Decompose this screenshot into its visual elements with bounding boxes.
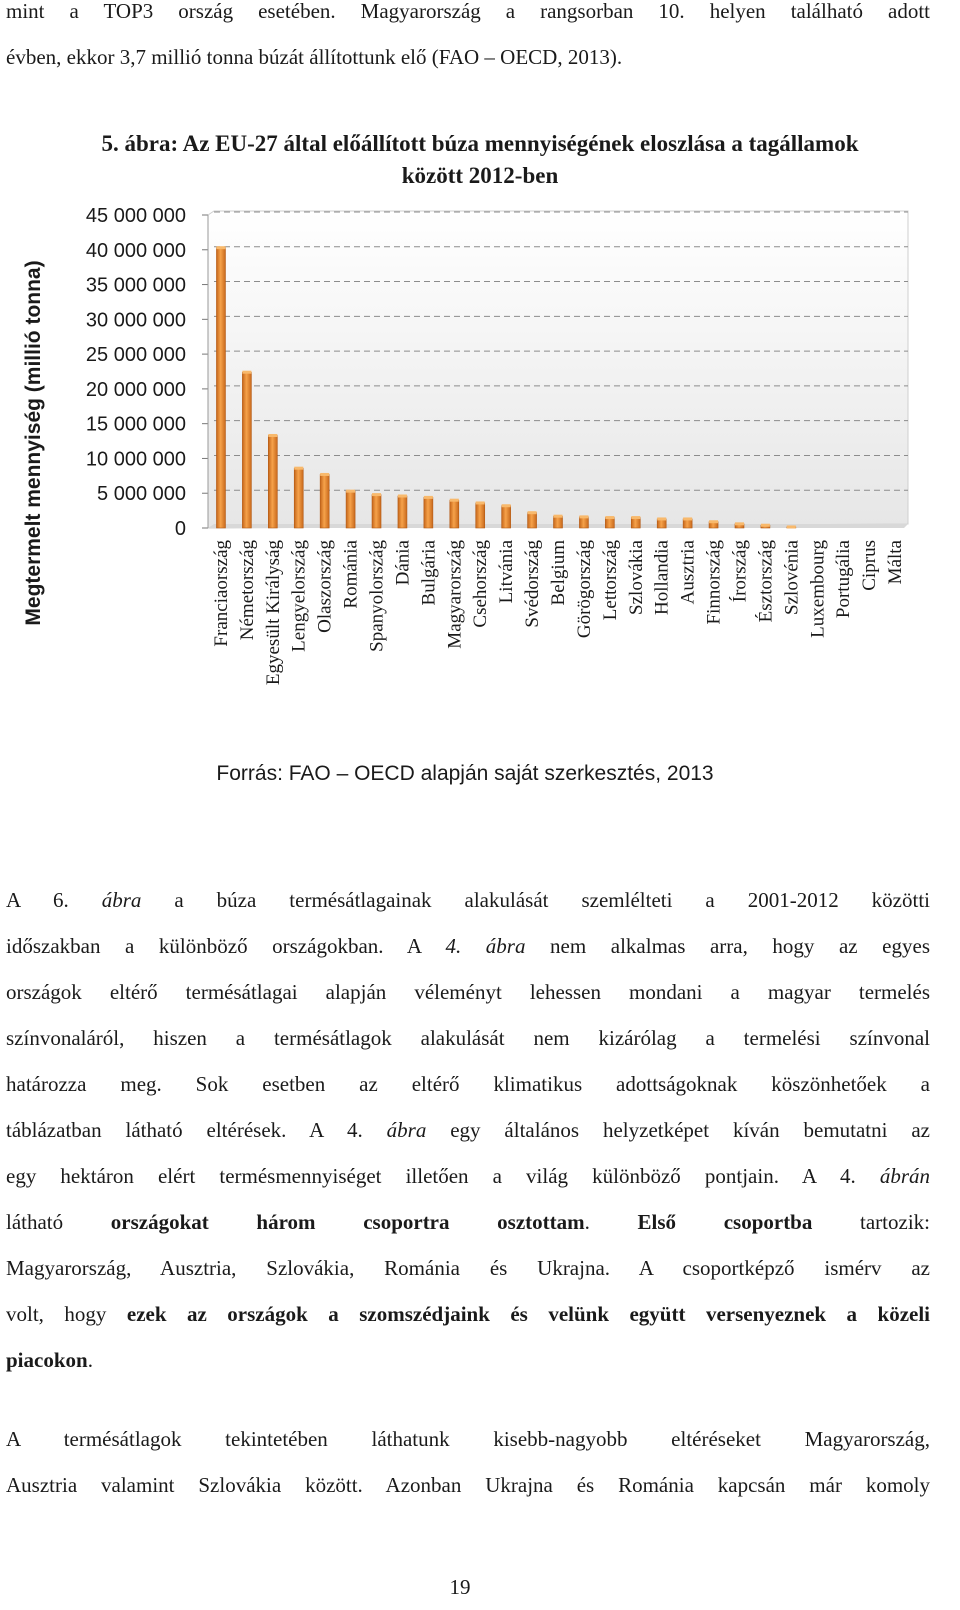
paragraph2-text-run: táblázatban látható eltérések. A 4. xyxy=(6,1118,387,1142)
bar xyxy=(242,372,251,528)
paragraph2-line xyxy=(6,1291,930,1337)
x-tick-label: Szlovákia xyxy=(625,540,647,615)
chart-plot-layer xyxy=(86,205,908,685)
x-tick-label: Spanyolország xyxy=(366,540,388,652)
x-tick-label: Finnország xyxy=(703,540,725,625)
x-tick-label: Belgium xyxy=(548,540,569,606)
bar xyxy=(631,518,640,528)
x-tick-label: Litvánia xyxy=(496,540,518,604)
bar xyxy=(450,500,459,528)
x-tick-label: Portugália xyxy=(833,540,855,619)
page-number: 19 xyxy=(449,1575,471,1599)
intro-line-2: évben, ekkor 3,7 millió tonna búzát állítottunk elő (FAO – OECD, 2013). xyxy=(6,45,623,69)
paragraph2-text-run: . xyxy=(584,1210,638,1234)
y-tick-label: 0 xyxy=(174,518,186,540)
bar xyxy=(294,468,303,528)
paragraph2-text-run: Első csoportba xyxy=(637,1210,813,1234)
bar xyxy=(528,513,537,528)
paragraph3-line-1: A termésátlagok tekintetében láthatunk kisebb-nagyobb eltéréseket Magyarország, xyxy=(6,1427,930,1451)
bar-cap xyxy=(579,515,588,518)
x-tick-label: Németország xyxy=(236,540,258,641)
bar xyxy=(398,496,407,528)
paragraph2-text-run: . xyxy=(87,1348,93,1372)
paragraph2-line xyxy=(6,1107,930,1153)
paragraph2-text-run: A 6. xyxy=(6,888,102,912)
figure-caption-line-2: között 2012-ben xyxy=(401,163,559,188)
body-paragraph-2 xyxy=(6,877,930,1383)
bar-cap xyxy=(268,434,277,437)
bar xyxy=(476,503,485,528)
bar-cap xyxy=(346,490,355,493)
plot-area-background xyxy=(208,211,908,528)
paragraph2-text-run: 4. ábra xyxy=(445,934,526,958)
paragraph2-text-run: ábra xyxy=(101,888,142,912)
intro-line-1: mint a TOP3 ország esetében. Magyarország a rangsorban 10. helyen található adott xyxy=(6,0,930,23)
bar xyxy=(216,248,225,528)
y-tick-label: 25 000 000 xyxy=(85,344,186,367)
paragraph2-text-run: országokat három csoportra osztottam xyxy=(110,1210,585,1234)
paragraph2-text-run: a búza termésátlagainak alakulását szemlélteti a 2001-2012 közötti xyxy=(141,888,930,912)
x-tick-label: Málta xyxy=(885,540,907,585)
bar xyxy=(554,516,563,528)
wheat-production-bar-chart xyxy=(0,195,930,735)
paragraph2-text-run: tartozik: xyxy=(812,1210,930,1234)
x-tick-label: Hollandia xyxy=(651,540,673,615)
x-tick-label: Olaszország xyxy=(314,540,336,633)
paragraph2-text-run: Magyarország, Ausztria, Szlovákia, Románia és Ukrajna. A csoportképző ismérv az xyxy=(6,1256,930,1280)
bar-cap xyxy=(450,499,459,502)
x-tick-label: Franciaország xyxy=(210,540,232,647)
intro-paragraph xyxy=(6,0,930,80)
y-tick-label: 40 000 000 xyxy=(85,239,186,262)
y-tick-label: 20 000 000 xyxy=(85,378,186,401)
bar-cap xyxy=(294,467,303,470)
x-tick-label: Magyarország xyxy=(444,540,466,649)
bar-cap xyxy=(216,246,225,249)
bar xyxy=(268,435,277,528)
bar-cap xyxy=(372,493,381,496)
x-tick-label: Bulgária xyxy=(418,540,440,606)
paragraph2-text-run: volt, hogy xyxy=(6,1302,127,1326)
x-tick-label: Észtország xyxy=(755,540,777,623)
x-tick-label: Dánia xyxy=(392,540,414,586)
y-tick-label: 45 000 000 xyxy=(85,205,186,227)
paragraph2-line xyxy=(6,1061,930,1107)
x-tick-label: Egyesült Királyság xyxy=(262,540,284,686)
bar-cap xyxy=(424,496,433,499)
bar-cap xyxy=(320,473,329,476)
paragraph2-line xyxy=(6,1153,930,1199)
bar-cap xyxy=(735,522,744,525)
paragraph2-text-run: színvonaláról, hiszen a termésátlagok alakulását nem kizárólag a termelési színvonal xyxy=(6,1026,930,1050)
figure-caption xyxy=(40,128,920,192)
paragraph2-text-run: nem alkalmas arra, hogy az egyes xyxy=(525,934,930,958)
bar-cap xyxy=(657,517,666,520)
y-axis-label: Megtermelt mennyiség (millió tonna) xyxy=(22,260,45,626)
x-tick-label: Ausztria xyxy=(677,540,699,605)
paragraph2-text-run: látható xyxy=(6,1210,111,1234)
bar-cap xyxy=(683,517,692,520)
bar xyxy=(502,506,511,528)
y-tick-label: 10 000 000 xyxy=(85,448,186,471)
bar xyxy=(579,517,588,528)
body-paragraph-3 xyxy=(6,1416,930,1508)
paragraph2-text-run: piacokon xyxy=(6,1348,88,1372)
paragraph2-text-run: ábrán xyxy=(879,1164,930,1188)
paragraph2-line xyxy=(6,969,930,1015)
paragraph2-line xyxy=(6,1245,930,1291)
paragraph2-text-run: ezek az országok a szomszédjaink és velünk együtt versenyeznek a közeli xyxy=(126,1302,931,1326)
bar-cap xyxy=(502,504,511,507)
paragraph2-line xyxy=(6,923,930,969)
paragraph2-text-run: határozza meg. Sok esetben az eltérő klimatikus adottságoknak köszönhetőek a xyxy=(6,1072,930,1096)
bar-cap xyxy=(709,520,718,523)
paragraph2-text-run: országok eltérő termésátlagai alapján véleményt lehessen mondani a magyar termelés xyxy=(6,980,930,1004)
paragraph2-text-run: ábra xyxy=(386,1118,427,1142)
figure-caption-line-1: 5. ábra: Az EU-27 által előállított búza mennyiségének eloszlása a tagállamok xyxy=(101,131,859,156)
x-tick-label: Szlovénia xyxy=(781,540,803,615)
bar xyxy=(605,518,614,528)
paragraph2-text-run: egy hektáron elért termésmennyiséget illetően a világ különböző pontjain. A 4. xyxy=(6,1164,880,1188)
paragraph2-text-run: időszakban a különböző országokban. A xyxy=(6,934,446,958)
bar xyxy=(424,497,433,528)
x-tick-label: Görögország xyxy=(573,540,595,639)
bar-cap xyxy=(476,501,485,504)
x-tick-label: Írország xyxy=(729,540,751,603)
bar-cap xyxy=(631,516,640,519)
x-tick-label: Románia xyxy=(340,540,362,609)
paragraph2-line xyxy=(6,877,930,923)
bar xyxy=(320,474,329,528)
paragraph3-line-2: Ausztria valamint Szlovákia között. Azonban Ukrajna és Románia kapcsán már komoly xyxy=(6,1473,930,1497)
bar-cap xyxy=(242,371,251,374)
figure-source: Forrás: FAO – OECD alapján saját szerkesztés, 2013 xyxy=(216,762,714,785)
bar-cap xyxy=(398,495,407,498)
bar-cap xyxy=(554,515,563,518)
x-tick-label: Lettország xyxy=(599,540,621,621)
bar-cap xyxy=(787,525,796,528)
x-tick-label: Lengyelország xyxy=(288,540,310,652)
x-tick-label: Csehország xyxy=(470,540,492,628)
y-tick-label: 5 000 000 xyxy=(97,483,186,506)
x-tick-label: Svédország xyxy=(522,540,544,628)
y-tick-label: 15 000 000 xyxy=(85,413,186,436)
y-tick-label: 35 000 000 xyxy=(85,274,186,297)
bar-cap xyxy=(761,524,770,527)
bar-cap xyxy=(528,511,537,514)
bar-cap xyxy=(605,516,614,519)
paragraph2-line xyxy=(6,1337,930,1383)
paragraph2-line xyxy=(6,1199,930,1245)
y-tick-label: 30 000 000 xyxy=(85,309,186,332)
bar xyxy=(346,491,355,528)
bar xyxy=(372,495,381,528)
x-tick-label: Ciprus xyxy=(859,540,881,591)
paragraph2-text-run: egy általános helyzetképet kíván bemutatni az xyxy=(426,1118,931,1142)
paragraph2-line xyxy=(6,1015,930,1061)
x-tick-label: Luxembourg xyxy=(807,540,829,638)
